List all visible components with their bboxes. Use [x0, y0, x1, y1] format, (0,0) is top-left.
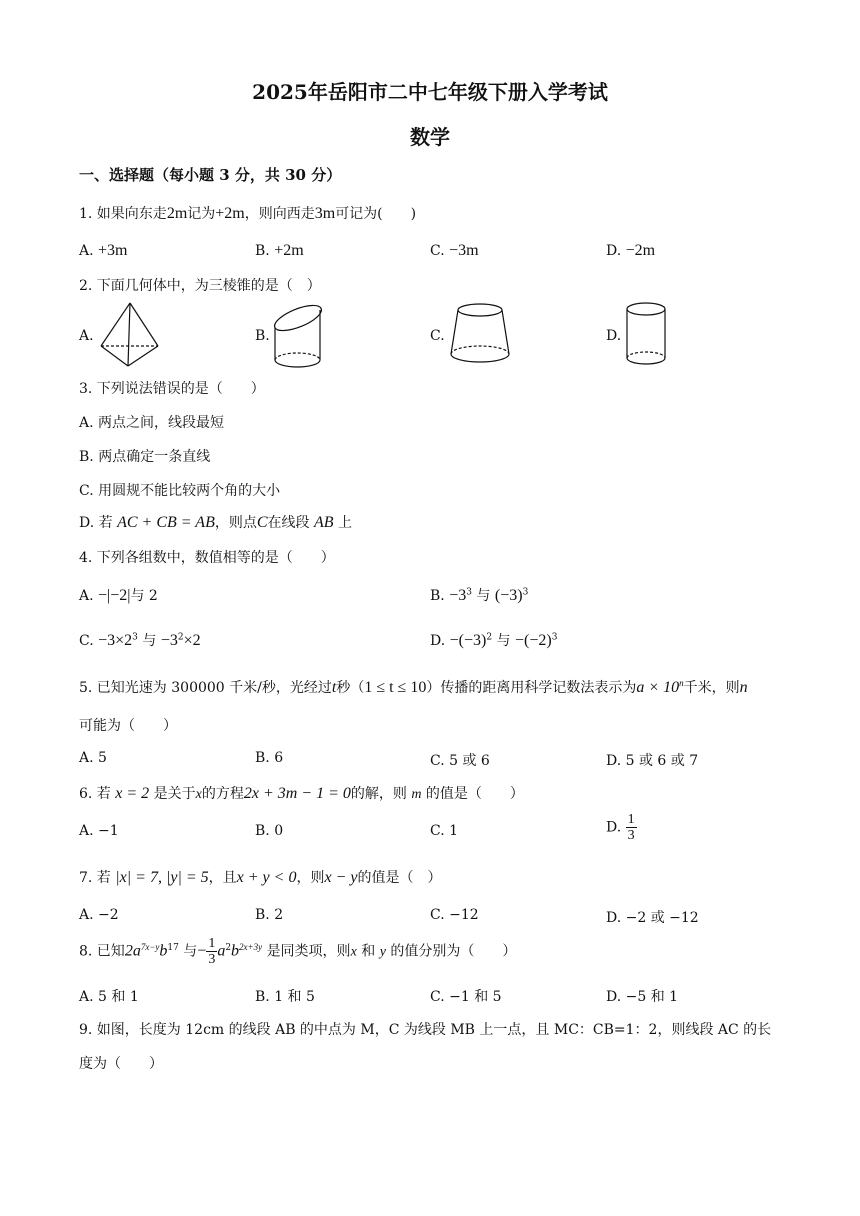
question-2: 2. 下面几何体中，为三棱锥的是（ ）	[79, 278, 321, 294]
q8-option-c[interactable]: C. −1 和 5	[430, 989, 502, 1005]
q7-option-d[interactable]: D. −2 或 −12	[606, 910, 699, 926]
q5-option-b[interactable]: B. 6	[255, 750, 284, 766]
q2-option-b[interactable]: B.	[255, 328, 270, 344]
q3-option-c[interactable]: C. 用圆规不能比较两个角的大小	[79, 483, 281, 499]
question-9: 9. 如图，长度为 12cm 的线段 AB 的中点为 M，C 为线段 MB 上一点，且 MC：CB=1：2，则线段 AC 的长	[79, 1022, 772, 1038]
q8-option-d[interactable]: D. −5 和 1	[606, 989, 679, 1005]
q8-option-a[interactable]: A. 5 和 1	[79, 989, 139, 1005]
q1-stem-b: 记为	[187, 206, 216, 222]
q1-option-c[interactable]: C. −3m	[430, 242, 479, 259]
q1-val-east: 2m	[166, 205, 188, 222]
question-4: 4. 下列各组数中，数值相等的是（ ）	[79, 550, 335, 566]
q3-option-b[interactable]: B. 两点确定一条直线	[79, 449, 211, 465]
q1-option-a[interactable]: A. +3m	[79, 242, 128, 259]
q7-option-c[interactable]: C. −12	[430, 907, 479, 923]
q1-val-west: 3m	[314, 205, 336, 222]
q8-option-b[interactable]: B. 1 和 5	[255, 989, 315, 1005]
q7-option-b[interactable]: B. 2	[255, 907, 284, 923]
fraction-one-third: $\frac{1}{3}$	[627, 812, 635, 843]
q7-option-a[interactable]: A. −2	[79, 907, 119, 923]
cylinder-icon	[624, 300, 668, 370]
q1-option-d[interactable]: D. −2m	[606, 242, 656, 259]
q1-stem-a: 1. 如果向东走	[79, 206, 167, 222]
q3-option-d[interactable]: D. 若 AC + CB = AB，则点C在线段 AB 上	[79, 514, 352, 531]
triangular-pyramid-icon	[98, 300, 162, 370]
q2-option-c[interactable]: C.	[430, 328, 445, 344]
q3-option-a[interactable]: A. 两点之间，线段最短	[79, 415, 225, 431]
q1-stem-c: ，则向西走	[244, 206, 315, 222]
q2-option-d[interactable]: D.	[606, 328, 622, 344]
q4-option-a[interactable]: A. −|−2|与 2	[79, 587, 158, 604]
question-3: 3. 下列说法错误的是（ ）	[79, 381, 265, 397]
q6-option-c[interactable]: C. 1	[430, 823, 459, 839]
q6-option-a[interactable]: A. −1	[79, 823, 119, 839]
question-9-cont: 度为（ ）	[79, 1056, 163, 1072]
q1-val-record: +2m	[215, 205, 245, 222]
q1-option-b[interactable]: B. +2m	[255, 242, 304, 259]
q5-option-c[interactable]: C. 5 或 6	[430, 753, 490, 769]
q4-option-d[interactable]: D. $-(-3)^2$ 与 $-(-2)^3$	[430, 632, 558, 649]
q4-option-c[interactable]: C. $-3\times 2^3$ 与 $-3^2\times 2$	[79, 632, 201, 649]
question-6: 6. 若 x = 2 是关于x的方程2x + 3m − 1 = 0的解，则 m 的值是（ ）	[79, 785, 524, 802]
truncated-cone-icon	[448, 302, 512, 368]
q6-option-b[interactable]: B. 0	[255, 823, 284, 839]
q5-option-d[interactable]: D. 5 或 6 或 7	[606, 753, 699, 769]
question-5-cont: 可能为（ ）	[79, 718, 177, 734]
q5-option-a[interactable]: A. 5	[79, 750, 107, 766]
q1-stem-d: 可记为( )	[335, 206, 417, 222]
question-7: 7. 若 |x| = 7, |y| = 5，且x + y < 0，则x − y的值是（ ）	[79, 869, 442, 886]
question-8: 8. 已知$2a^{7x-y}b^{17}$ 与− $\frac{1}{3}$ $a^2b^{2x+3y}$ 是同类项，则x 和 y 的值分别为（ ）	[79, 936, 517, 967]
q2-option-a[interactable]: A.	[79, 328, 94, 344]
q4-option-b[interactable]: B. $-3^3$ 与 $(-3)^3$	[430, 587, 529, 604]
section-heading: 一、选择题（每小题 3 分，共 30 分）	[79, 166, 342, 184]
exam-subject: 数学	[410, 125, 450, 149]
exam-title: 2025年岳阳市二中七年级下册入学考试	[252, 80, 608, 104]
question-5: 5. 已知光速为 300000 千米/秒，光经过t秒（1 ≤ t ≤ 10）传播的距离用科学记数法表示为$a \times 10^n$千米，则n	[79, 678, 748, 696]
question-1	[79, 203, 416, 223]
slanted-cylinder-icon	[272, 298, 326, 370]
q6-option-d[interactable]: D. $\frac{1}{3}$	[606, 812, 635, 843]
